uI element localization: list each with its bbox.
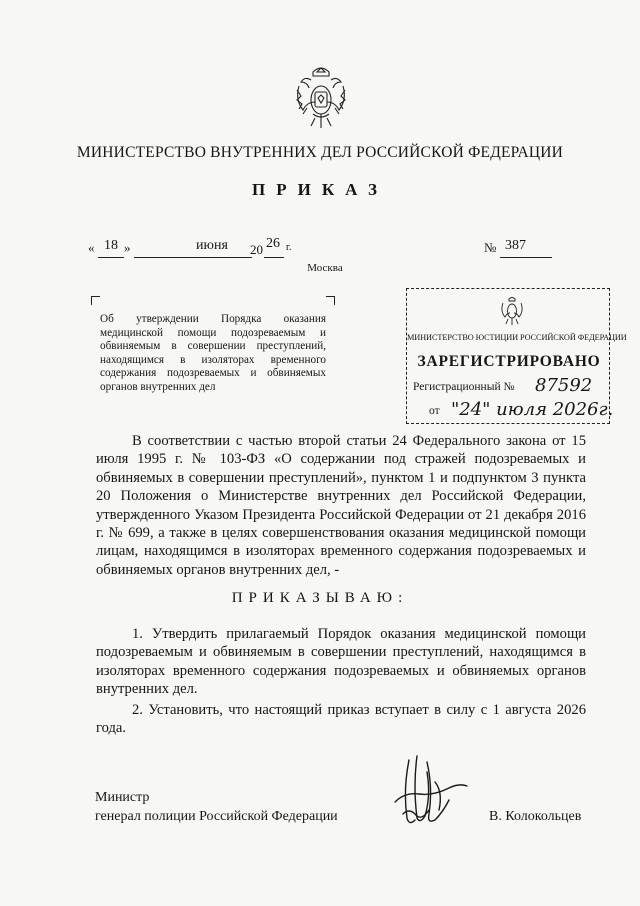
order-subject: Об утверждении Порядка оказания медицинской помощи подозреваемым и обвиняемым в совершении преступлений, находящимся в изоляторах временного содержания подозреваемых и обвиняемых органов внутренних дел — [100, 313, 326, 393]
date-close-quote: » — [124, 240, 131, 255]
order-date — [88, 236, 298, 260]
order-title: ПРИКАЗ — [252, 180, 388, 199]
coat-of-arms-icon — [291, 62, 351, 132]
signer-name: В. Колокольцев — [489, 809, 582, 824]
decree-word: ПРИКАЗЫВАЮ: — [231, 590, 409, 606]
order-item-1: 1. Утвердить прилагаемый Порядок оказания медицинской помощи подозреваемым и обвиняемым в совершении преступлений, находящимся в изоляторах временного содержания подозреваемых и обвиняемых органов внутренних дел. — [96, 626, 586, 698]
date-year-prefix: 20 — [250, 242, 263, 257]
city-label: Москва — [307, 262, 343, 274]
signer-title: Министр — [95, 790, 150, 805]
order-number: 387 — [505, 238, 526, 253]
signature-icon — [383, 752, 475, 838]
order-item-2: 2. Установить, что настоящий приказ вступает в силу с 1 августа 2026 года. — [96, 701, 586, 737]
date-open-quote: « — [88, 240, 95, 255]
preamble-text: В соответствии с частью второй статьи 24 Федерального закона от 15 июля 1995 г. № 103-ФЗ «О содержании под стражей подозреваемых и обвиняемых в совершении преступлений», пунктом 1 и подпунктом 3 пункта 20 Положения о Министерстве внутренних дел Российской Федерации, утвержденного Указом Президента Российской Федерации от 21 декабря 2016 г. № 699, а также в целях совершенствования оказания медицинской помощи лицам, находящимся в изоляторах временного содержания подозреваемых и обвиняемых органов внутренних дел, - — [96, 433, 586, 578]
date-day: 18 — [104, 238, 118, 253]
stamp-title: МИНИСТЕРСТВО ЮСТИЦИИ РОССИЙСКОЙ ФЕДЕРАЦИИ — [407, 333, 627, 342]
stamp-reg-number-label: Регистрационный № — [413, 381, 515, 393]
stamp-emblem-icon — [499, 295, 525, 327]
stamp-reg-number: 87592 — [535, 375, 593, 396]
number-sign: № — [484, 240, 497, 255]
date-year-abbr: г. — [286, 242, 292, 253]
ministry-heading: МИНИСТЕРСТВО ВНУТРЕННИХ ДЕЛ РОССИЙСКОЙ ФЕДЕРАЦИИ — [76, 144, 564, 161]
date-month: июня — [196, 238, 228, 253]
stamp-date-prefix: от — [429, 405, 440, 417]
subject-corner-right — [326, 296, 335, 305]
registration-stamp — [406, 288, 627, 424]
date-year-suffix: 26 — [266, 236, 280, 251]
order-items — [96, 625, 586, 737]
stamp-date: "24" июля 2026г. — [451, 399, 614, 420]
stamp-registered: ЗАРЕГИСТРИРОВАНО — [417, 353, 601, 370]
subject-corner-left — [91, 296, 100, 305]
signer-rank: генерал полиции Российской Федерации — [95, 809, 338, 824]
preamble-paragraph — [96, 432, 586, 579]
